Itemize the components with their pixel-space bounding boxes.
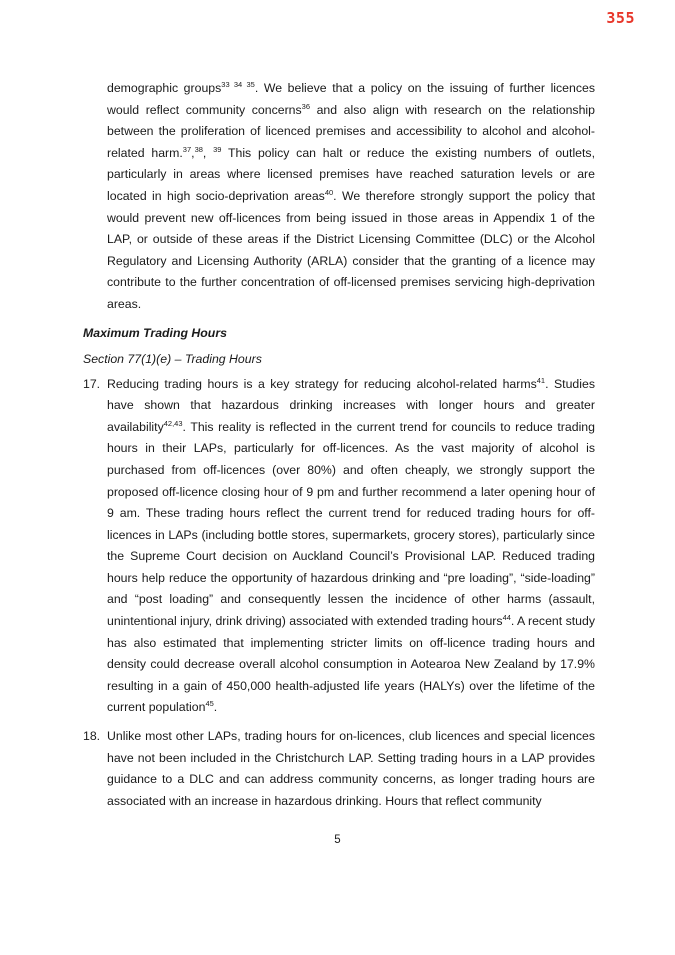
footnote-ref: 44 (502, 613, 511, 623)
footnote-ref: 45 (205, 699, 214, 709)
footnote-ref: 42,43 (163, 418, 183, 428)
item17-text-2: . Studies have shown that hazardous drinking increases with longer hours and greater availability (107, 376, 595, 434)
page-number: 5 (334, 834, 341, 846)
intro-paragraph (107, 78, 595, 316)
section-heading: Maximum Trading Hours (83, 325, 227, 340)
numbered-paragraph-18 (83, 726, 595, 812)
footnote-ref: 37 (182, 144, 192, 154)
intro-text-7: . We therefore strongly support the policy that would prevent new off-licences from being issued in those areas in Appendix 1 of the LAP, or outside of these areas if the District Licensing Committee (DLC) or the Alcohol Regulatory and Licensing Authority (ARLA) consider that the granting of a licence may contribute to the further concentration of off-licensed premises servicing high-deprivation areas. (107, 188, 596, 311)
item17-text-4: . A recent study has also estimated that implementing stricter limits on off-licence trading hours and density could decrease overall alcohol consumption in Aotearoa New Zealand by 17.9% resulting in a gain of 450,000 health-adjusted life years (HALYs) over the lifetime of the current population (107, 614, 595, 715)
footnote-ref: 40 (324, 187, 334, 197)
paragraph-number: 17. (83, 376, 101, 391)
intro-text-5: , (202, 145, 214, 160)
intro-text-1: demographic groups (107, 81, 222, 95)
intro-text-4: , (191, 145, 195, 160)
item17-text-3: . This reality is reflected in the current trend for councils to reduce trading hours in their LAPs, particularly for off-licences. As the vast majority of alcohol is purchased from off-licences (over 80%) and often cheaply, we strongly support the proposed off-licence closing hour of 9 pm and further recommend a later opening hour of 9 am. These trading hours reflect the current trend for reduced trading hours for off-licences in LAPs (including bottle stores, supermarkets, grocery stores), particularly since the Supreme Court decision on Auckland Council’s Provisional LAP. Reduced trading hours help reduce the opportunity of hazardous drinking and “pre loading”, “side-loading” and “post loading” and consequently lessen the incidence of other harms (assault, unintentional injury, drink driving) associated with extended trading hours (107, 419, 595, 629)
paragraph-text: Unlike most other LAPs, trading hours for on-licences, club licences and special licences have not been included in the Christchurch LAP. Setting trading hours in a LAP provides guidance to a DLC and can address community concerns, as longer trading hours are associated with an increase in hazardous drinking. Hours that reflect community (107, 729, 595, 808)
footnote-ref: 36 (301, 101, 311, 111)
paragraph-text (107, 374, 595, 720)
item17-text-5: . (213, 700, 218, 715)
page-stamp-number: 355 (606, 9, 635, 27)
document-body (83, 78, 596, 812)
footnote-ref: 33 34 35 (221, 80, 255, 89)
footnote-ref: 38 (194, 144, 203, 154)
footnote-ref: 41 (536, 375, 546, 385)
intro-text-6: This policy can halt or reduce the existing numbers of outlets, particularly in areas where licensed premises have reached saturation levels or are located in high socio-deprivation areas (107, 145, 595, 203)
intro-text-3: and also align with research on the relationship between the proliferation of licenced premises and accessibility to alcohol and alcohol-related harm. (107, 102, 595, 160)
item17-text-1: Reducing trading hours is a key strategy for reducing alcohol-related harms (107, 376, 537, 391)
intro-text-2: . We believe that a policy on the issuing of further licences would reflect community concerns (107, 81, 595, 117)
numbered-paragraph-17 (83, 374, 595, 720)
section-subheading: Section 77(1)(e) – Trading Hours (83, 351, 262, 366)
footnote-ref: 39 (213, 144, 222, 154)
paragraph-number: 18. (83, 729, 101, 744)
